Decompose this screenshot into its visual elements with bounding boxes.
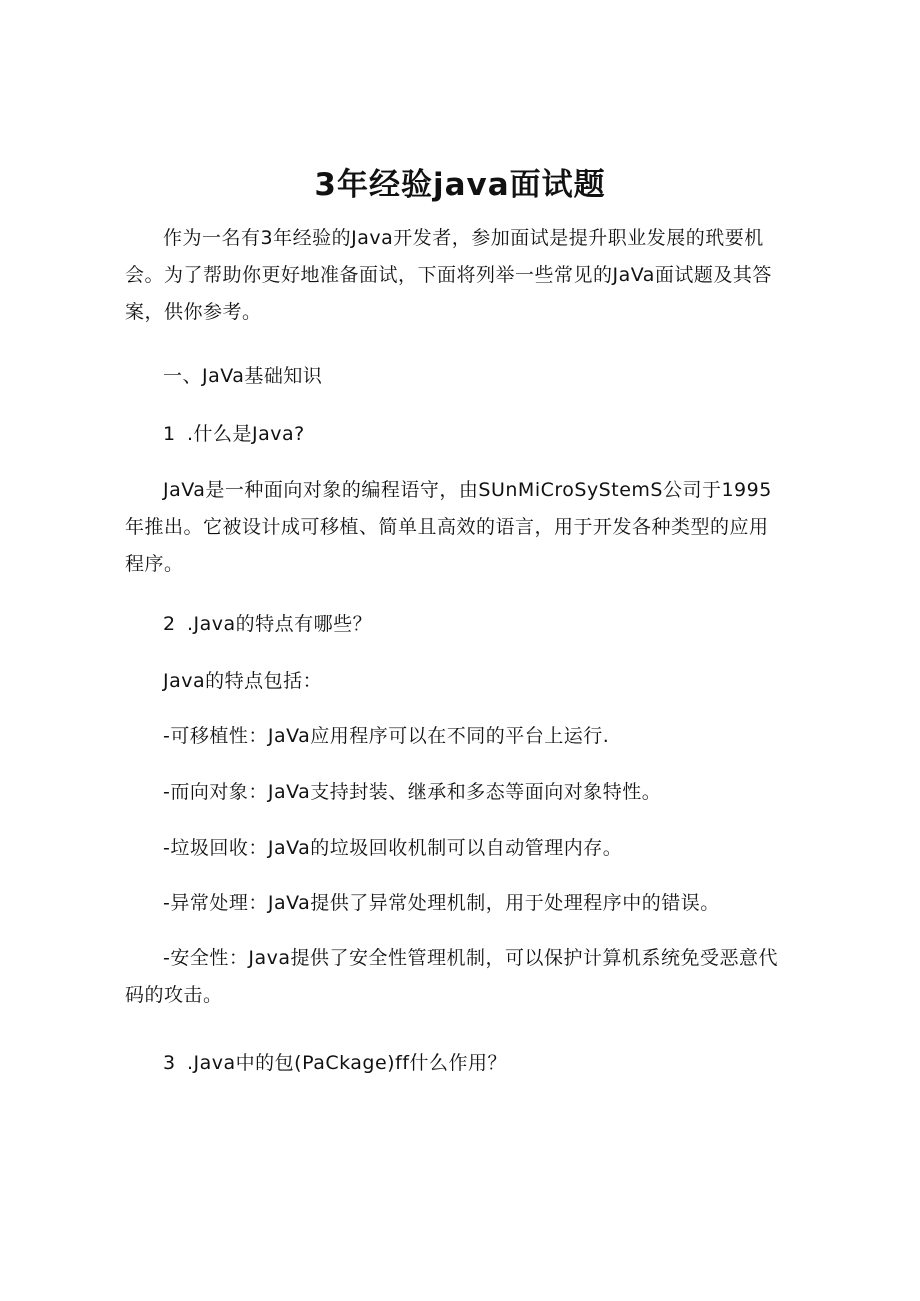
- question-2: [163, 606, 372, 643]
- question-text: .什么是Java?: [187, 423, 305, 445]
- feature-item: -垃圾回收：JaVa的垃圾回收机制可以自动管理内存。: [163, 837, 623, 859]
- question-number: 1: [163, 423, 176, 445]
- feature-item: -而向对象：JaVa支持封装、继承和多态等面向对象特性。: [163, 781, 662, 803]
- question-number: 3: [163, 1052, 176, 1074]
- question-3: [163, 1045, 507, 1082]
- feature-item: -异常处理：JaVa提供了异常处理机制，用于处理程序中的错误。: [163, 892, 720, 914]
- question-number: 2: [163, 613, 176, 635]
- question-1: [163, 416, 305, 453]
- intro-paragraph: 作为一名有3年经验的Java开发者，参加面试是提升职业发展的玳要机会。为了帮助你更好地准备面试，下面将列举一些常见的JaVa面试题及其答案，供你参考。: [125, 227, 772, 323]
- feature-item-multiline: -安全性：Java提供了安全性管理机制，可以保护计算机系统免受恶意代码的攻击。: [125, 947, 778, 1006]
- answer-2-lead: Java的特点包括：: [163, 670, 323, 692]
- answer-1-paragraph: JaVa是一种面向对象的编程语守，由SUnMiCroSyStemS公司于1995年推出。它被设计成可移植、简单且高效的语言，用于开发各种类型的应用程序。: [125, 479, 772, 575]
- question-text: .Java中的包(PaCkage)ff什么作用？: [187, 1052, 507, 1074]
- feature-item: -可移植性：JaVa应用程序可以在不同的平台上运行.: [163, 725, 610, 747]
- section-heading: 一、JaVa基础知识: [163, 365, 323, 387]
- document-title: 3年经验java面试题: [314, 167, 606, 203]
- question-text: .Java的特点有哪些？: [187, 613, 373, 635]
